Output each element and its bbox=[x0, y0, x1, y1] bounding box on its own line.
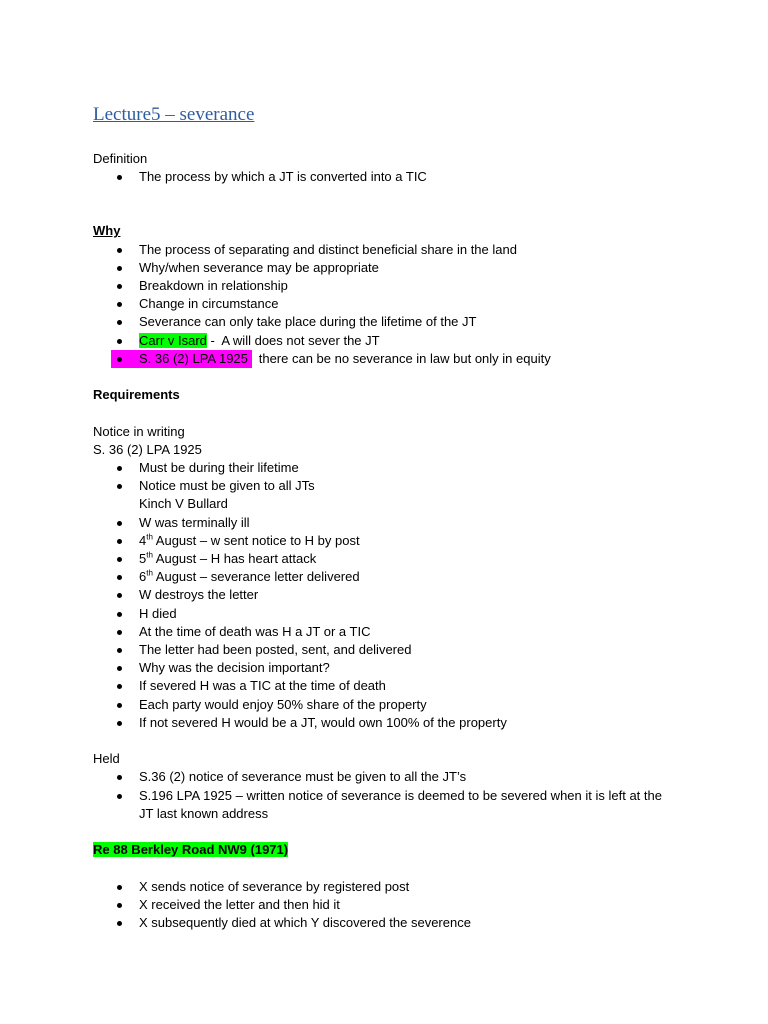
held-heading: Held bbox=[93, 751, 120, 767]
list-item-aug5: 5th August – H has heart attack bbox=[93, 550, 733, 568]
list-item: The process of separating and distinct beneficial share in the land bbox=[93, 241, 733, 259]
list-item: If not severed H would be a JT, would own 100% of the property bbox=[93, 714, 733, 732]
list-item: At the time of death was H a JT or a TIC bbox=[93, 623, 733, 641]
list-item: Why/when severance may be appropriate bbox=[93, 259, 733, 277]
list-item-s36 bbox=[93, 350, 733, 368]
case-note: - A will does not sever the JT bbox=[206, 332, 380, 348]
list-item: If severed H was a TIC at the time of death bbox=[93, 677, 733, 695]
list-item-aug6: 6th August – severance letter delivered bbox=[93, 568, 733, 586]
case-heading bbox=[93, 841, 733, 859]
list-item: Notice must be given to all JTs bbox=[93, 477, 733, 495]
list-item: H died bbox=[93, 605, 733, 623]
list-item: Each party would enjoy 50% share of the property bbox=[93, 696, 733, 714]
berkley-list bbox=[93, 878, 733, 933]
list-item: W was terminally ill bbox=[93, 514, 733, 532]
requirements-list bbox=[93, 459, 733, 732]
why-heading: Why bbox=[93, 223, 121, 239]
notice-heading: Notice in writing bbox=[93, 423, 185, 439]
list-item-aug4: 4th August – w sent notice to H by post bbox=[93, 532, 733, 550]
document-page bbox=[93, 100, 733, 932]
list-item: Breakdown in relationship bbox=[93, 277, 733, 295]
list-item: Must be during their lifetime bbox=[93, 459, 733, 477]
statute-reference: S. 36 (2) LPA 1925 bbox=[93, 441, 202, 457]
list-item: W destroys the letter bbox=[93, 586, 733, 604]
why-list bbox=[93, 241, 733, 368]
list-item: X subsequently died at which Y discovered the severence bbox=[93, 914, 733, 932]
list-item: S.36 (2) notice of severance must be given to all the JT’s bbox=[93, 768, 733, 786]
page-title: Lecture5 – severance bbox=[93, 104, 255, 125]
list-item: Severance can only take place during the lifetime of the JT bbox=[93, 313, 733, 331]
list-item: S.196 LPA 1925 – written notice of severance is deemed to be severed when it is left at the JT last known address bbox=[93, 787, 679, 823]
statute-highlight: S. 36 (2) LPA 1925 bbox=[111, 350, 252, 368]
list-item: X sends notice of severance by registered post bbox=[93, 878, 733, 896]
case-name-highlight: Carr v Isard bbox=[139, 332, 207, 348]
requirements-heading: Requirements bbox=[93, 387, 180, 403]
case-name: Kinch V Bullard bbox=[139, 496, 228, 512]
held-list bbox=[93, 768, 733, 823]
list-item: Why was the decision important? bbox=[93, 659, 733, 677]
definition-heading: Definition bbox=[93, 151, 148, 166]
statute-note: there can be no severance in law but only in equity bbox=[251, 350, 551, 366]
case-heading-highlight: Re 88 Berkley Road NW9 (1971) bbox=[93, 842, 289, 858]
list-item: The letter had been posted, sent, and delivered bbox=[93, 641, 733, 659]
list-item: The process by which a JT is converted into a TIC bbox=[93, 168, 733, 186]
list-item: X received the letter and then hid it bbox=[93, 896, 733, 914]
list-item-carr bbox=[93, 332, 733, 350]
definition-list bbox=[93, 168, 733, 186]
list-item: Change in circumstance bbox=[93, 295, 733, 313]
